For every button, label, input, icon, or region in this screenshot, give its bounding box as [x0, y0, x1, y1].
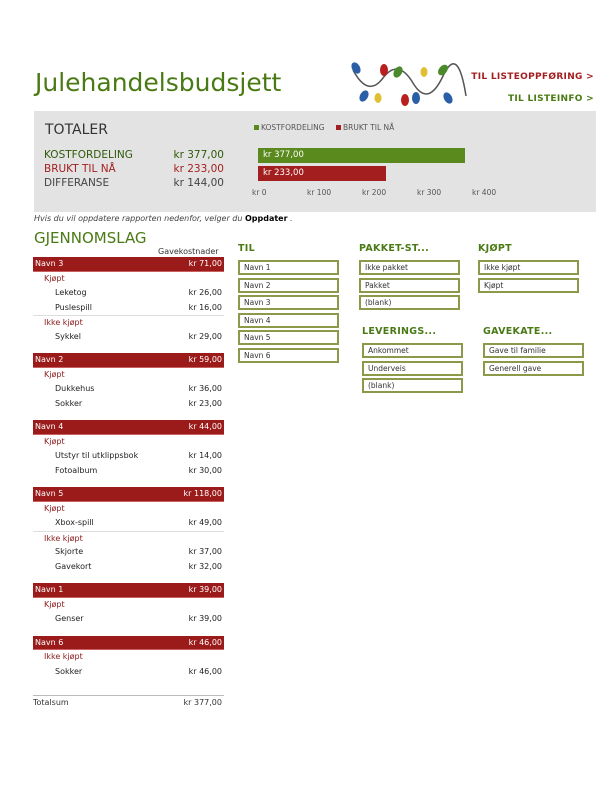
item-amount: kr 16,00: [188, 302, 222, 312]
group-name: Navn 6: [35, 637, 64, 647]
table-row: [33, 560, 224, 575]
label: DIFFERANSE: [44, 177, 110, 189]
pivot-group: [33, 583, 224, 627]
slicer-title: PAKKET-ST...: [359, 243, 429, 254]
subgroup-header[interactable]: Kjøpt: [44, 503, 65, 513]
subgroup-header[interactable]: Ikke kjøpt: [33, 531, 224, 546]
table-row: [33, 665, 224, 680]
hint-end: .: [290, 214, 293, 223]
column-header: Gavekostnader: [158, 247, 219, 256]
total-row-difference: [44, 177, 224, 189]
subgroup-header[interactable]: Ikke kjøpt: [33, 315, 224, 330]
slicer-item[interactable]: Navn 2: [238, 278, 339, 293]
slicer-item[interactable]: Kjøpt: [478, 278, 579, 293]
pivot-group: [33, 487, 224, 574]
link-list-entry[interactable]: TIL LISTEOPPFØRING >: [471, 72, 594, 82]
group-name: Navn 4: [35, 422, 64, 431]
table-row: [33, 612, 224, 627]
table-row: [33, 449, 224, 464]
group-amount: kr 44,00: [188, 422, 222, 431]
update-hint: [34, 214, 293, 223]
subgroup-header[interactable]: Kjøpt: [44, 273, 65, 283]
group-header[interactable]: [33, 420, 224, 435]
slicer-title: LEVERINGS...: [362, 326, 437, 337]
slicer-item[interactable]: Ankommet: [362, 343, 463, 358]
item-amount: kr 23,00: [188, 398, 222, 408]
item-name: Fotoalbum: [55, 465, 98, 475]
pivot-group: [33, 353, 224, 411]
subgroup-header[interactable]: Ikke kjøpt: [44, 652, 83, 661]
group-amount: kr 118,00: [183, 489, 222, 498]
bar-budget: kr 377,00: [258, 148, 465, 163]
item-name: Sykkel: [55, 331, 81, 341]
subgroup-header[interactable]: Kjøpt: [44, 436, 65, 446]
legend-budget: [254, 123, 325, 132]
item-amount: kr 37,00: [188, 547, 222, 556]
item-amount: kr 29,00: [188, 331, 222, 341]
total-row-spent: [44, 163, 224, 175]
item-name: Sokker: [55, 666, 83, 676]
table-row: [33, 545, 224, 560]
table-row: [33, 516, 224, 531]
slicer-item[interactable]: Navn 4: [238, 313, 339, 328]
group-amount: kr 59,00: [188, 355, 222, 364]
item-amount: kr 46,00: [188, 666, 222, 676]
slicer-item[interactable]: (blank): [359, 295, 460, 310]
group-name: Navn 5: [35, 489, 64, 498]
hint-bold: Oppdater: [244, 214, 288, 223]
slicer-item[interactable]: Pakket: [359, 278, 460, 293]
slicer-title: TIL: [238, 243, 255, 254]
item-amount: kr 26,00: [188, 288, 222, 297]
group-amount: kr 71,00: [188, 259, 222, 268]
legend-spent: [336, 123, 394, 132]
slicer-item[interactable]: Generell gave: [483, 361, 584, 376]
slicer-item[interactable]: Navn 5: [238, 330, 339, 345]
item-name: Gavekort: [55, 561, 92, 571]
group-amount: kr 39,00: [188, 585, 222, 594]
item-name: Puslespill: [55, 302, 92, 312]
table-row: [33, 397, 224, 412]
pivot-group: [33, 420, 224, 478]
breakdown-title: GJENNOMSLAG: [34, 229, 147, 247]
group-header[interactable]: [33, 487, 224, 502]
value: kr 144,00: [173, 177, 224, 189]
item-amount: kr 36,00: [188, 384, 222, 393]
pivot-table: [33, 257, 224, 688]
subgroup-header[interactable]: Kjøpt: [44, 599, 65, 609]
value: kr 233,00: [173, 163, 224, 175]
x-tick-label: kr 400: [472, 188, 497, 197]
grand-total-row: [33, 695, 224, 709]
x-tick-label: kr 0: [252, 188, 267, 197]
link-list-info[interactable]: TIL LISTEINFO >: [507, 94, 594, 104]
slicer-item[interactable]: (blank): [362, 378, 463, 393]
group-header[interactable]: [33, 257, 224, 272]
totals-title: TOTALER: [45, 122, 108, 138]
group-header[interactable]: [33, 583, 224, 598]
legend-label: KOSTFORDELING: [261, 123, 325, 132]
slicer-item[interactable]: Underveis: [362, 361, 463, 376]
item-amount: kr 32,00: [188, 561, 222, 571]
slicer-title: GAVEKATE...: [483, 326, 553, 337]
item-name: Xbox-spill: [55, 518, 94, 527]
total-amount: kr 377,00: [183, 698, 222, 707]
item-amount: kr 30,00: [188, 465, 222, 475]
pivot-group: [33, 257, 224, 344]
page-title: Julehandelsbudsjett: [35, 68, 282, 97]
x-tick-label: kr 100: [307, 188, 332, 197]
item-name: Genser: [55, 614, 84, 623]
slicer-item[interactable]: Gave til familie: [483, 343, 584, 358]
table-row: [33, 286, 224, 301]
item-amount: kr 39,00: [188, 614, 222, 623]
total-row-budget: [44, 149, 224, 161]
pivot-group: [33, 636, 224, 680]
slicer-item[interactable]: Navn 3: [238, 295, 339, 310]
slicer-item[interactable]: Ikke kjøpt: [478, 260, 579, 275]
group-amount: kr 46,00: [188, 637, 222, 647]
table-row: [33, 330, 224, 345]
group-name: Navn 1: [35, 585, 64, 594]
value: kr 377,00: [173, 149, 224, 161]
label: KOSTFORDELING: [44, 149, 133, 161]
item-amount: kr 14,00: [188, 451, 222, 460]
slicer-item[interactable]: Navn 1: [238, 260, 339, 275]
slicer-item[interactable]: Ikke pakket: [359, 260, 460, 275]
group-header[interactable]: [33, 636, 224, 651]
item-amount: kr 49,00: [188, 518, 222, 527]
item-name: Sokker: [55, 398, 83, 408]
legend-label: BRUKT TIL NÅ: [343, 123, 395, 132]
subgroup-header[interactable]: Kjøpt: [44, 369, 65, 379]
item-name: Leketog: [55, 288, 87, 297]
item-name: Dukkehus: [55, 384, 95, 393]
slicer-title: KJØPT: [478, 243, 512, 254]
bar-spent: kr 233,00: [258, 166, 386, 181]
hint-text: Hvis du vil oppdatere rapporten nedenfor, velger du: [34, 214, 243, 223]
item-name: Utstyr til utklippsbok: [55, 451, 139, 460]
slicer-item[interactable]: Navn 6: [238, 348, 339, 363]
x-tick-label: kr 300: [417, 188, 442, 197]
item-name: Skjorte: [55, 547, 84, 556]
group-header[interactable]: [33, 353, 224, 368]
christmas-lights-icon: [348, 58, 468, 108]
x-tick-label: kr 200: [362, 188, 387, 197]
table-row: [33, 464, 224, 479]
total-label: Totalsum: [33, 698, 69, 707]
totals-panel: [34, 111, 596, 212]
group-name: Navn 3: [35, 259, 64, 268]
group-name: Navn 2: [35, 355, 64, 364]
table-row: [33, 382, 224, 397]
label: BRUKT TIL NÅ: [44, 163, 116, 175]
table-row: [33, 301, 224, 316]
